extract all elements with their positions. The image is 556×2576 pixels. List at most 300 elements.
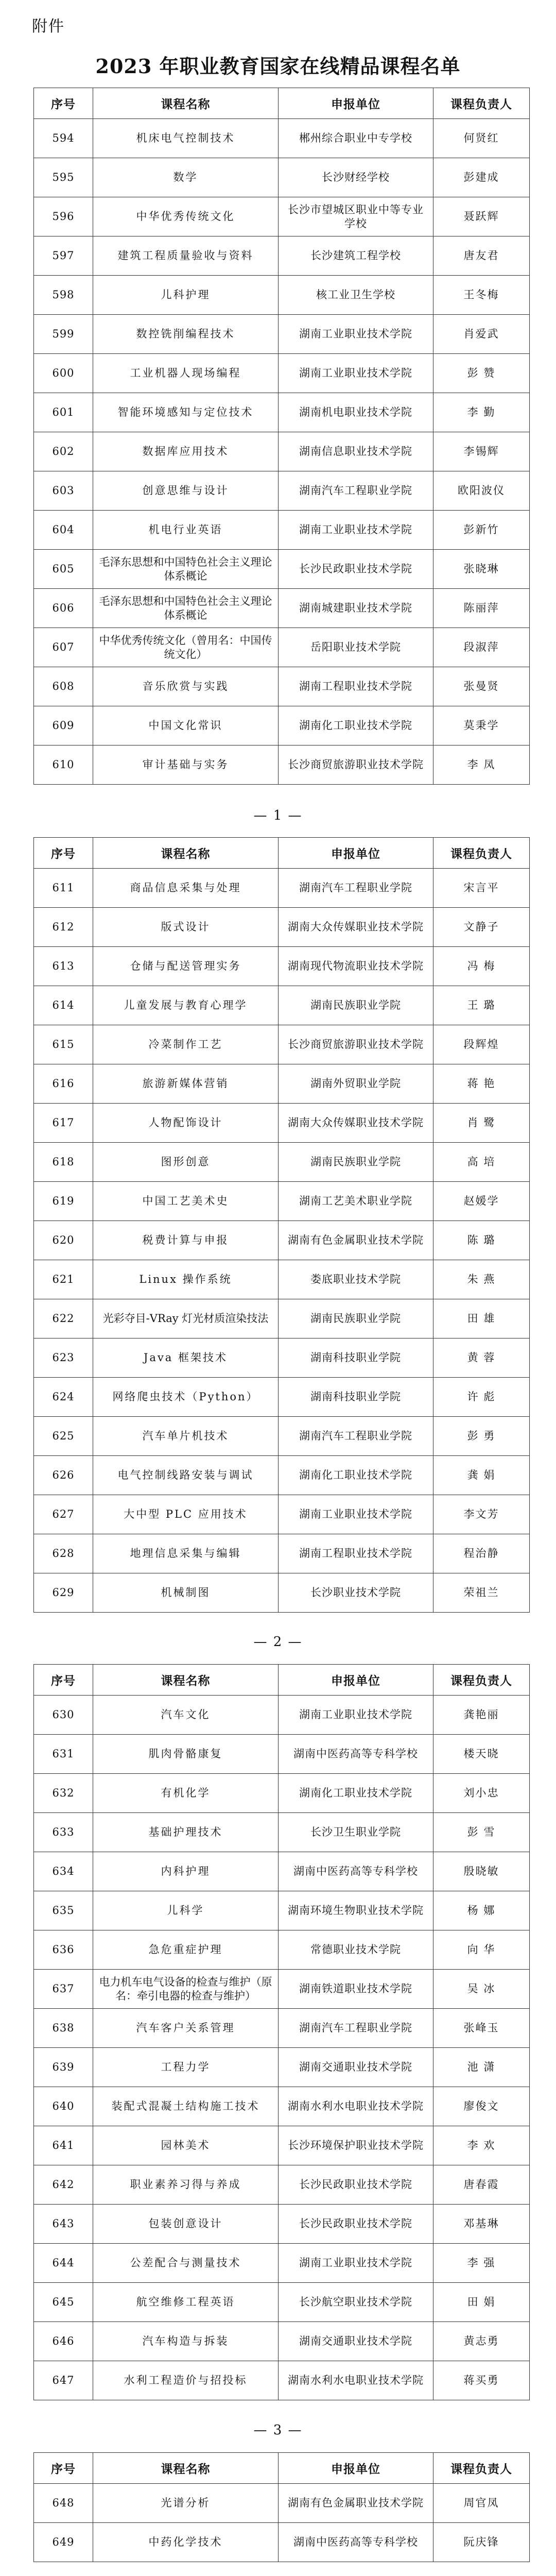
institution: 长沙环境保护职业技术学院 <box>279 2126 433 2165</box>
course-name: 建筑工程质量验收与资料 <box>93 236 279 276</box>
table-row <box>34 354 530 393</box>
institution: 常德职业技术学院 <box>279 1930 433 1970</box>
institution: 湖南中医药高等专科学校 <box>279 1735 433 1774</box>
course-lead: 冯 梅 <box>433 947 530 986</box>
course-lead: 何贤红 <box>433 119 530 158</box>
course-lead: 彭 勇 <box>433 1417 530 1456</box>
institution: 湖南环境生物职业技术学院 <box>279 1891 433 1930</box>
row-number: 604 <box>34 511 93 550</box>
institution: 湖南民族职业学院 <box>279 1299 433 1338</box>
table-header-row <box>34 1665 530 1696</box>
course-name: 光彩夺目-VRay 灯光材质渲染技法 <box>93 1299 279 1338</box>
institution: 湖南工业职业技术学院 <box>279 315 433 354</box>
header-number: 序号 <box>34 838 93 869</box>
row-number: 639 <box>34 2048 93 2087</box>
institution: 湖南铁道职业技术学院 <box>279 1970 433 2009</box>
header-course-name: 课程名称 <box>93 88 279 119</box>
row-number: 612 <box>34 908 93 947</box>
table-row <box>34 2009 530 2048</box>
row-number: 616 <box>34 1064 93 1104</box>
table-row <box>34 2087 530 2126</box>
course-lead: 蒋 艳 <box>433 1064 530 1104</box>
row-number: 596 <box>34 197 93 236</box>
table-row <box>34 706 530 745</box>
row-number: 611 <box>34 869 93 908</box>
table-row <box>34 276 530 315</box>
course-name: 有机化学 <box>93 1774 279 1813</box>
table-row <box>34 1930 530 1970</box>
course-lead: 李 凤 <box>433 745 530 785</box>
row-number: 605 <box>34 550 93 589</box>
table-row <box>34 1417 530 1456</box>
table-row <box>34 1338 530 1378</box>
table-row <box>34 628 530 667</box>
table-row <box>34 158 530 197</box>
course-lead: 李 勤 <box>433 393 530 432</box>
course-lead: 许 彪 <box>433 1378 530 1417</box>
header-course-name: 课程名称 <box>93 838 279 869</box>
table-row <box>34 119 530 158</box>
institution: 湖南工业职业技术学院 <box>279 1696 433 1735</box>
institution: 长沙商贸旅游职业技术学院 <box>279 1025 433 1064</box>
course-lead: 李 欢 <box>433 2126 530 2165</box>
institution: 湖南汽车工程职业学院 <box>279 869 433 908</box>
institution: 湖南工程职业技术学院 <box>279 667 433 706</box>
table-row <box>34 2283 530 2322</box>
course-name: 创意思维与设计 <box>93 471 279 511</box>
course-name: 音乐欣赏与实践 <box>93 667 279 706</box>
course-name: 冷菜制作工艺 <box>93 1025 279 1064</box>
table-row <box>34 1573 530 1613</box>
institution: 长沙建筑工程学校 <box>279 236 433 276</box>
row-number: 633 <box>34 1813 93 1852</box>
header-number: 序号 <box>34 2453 93 2484</box>
course-lead: 田 雄 <box>433 1299 530 1338</box>
course-lead: 唐友君 <box>433 236 530 276</box>
row-number: 649 <box>34 2523 93 2562</box>
course-lead: 彭 赞 <box>433 354 530 393</box>
table-row <box>34 2484 530 2523</box>
institution: 湖南科技职业学院 <box>279 1378 433 1417</box>
course-table-page-4 <box>33 2452 530 2562</box>
row-number: 638 <box>34 2009 93 2048</box>
table-row <box>34 1891 530 1930</box>
row-number: 622 <box>34 1299 93 1338</box>
course-lead: 段辉煌 <box>433 1025 530 1064</box>
attachment-label: 附件 <box>32 18 65 36</box>
course-table-page-3 <box>33 1664 530 2400</box>
table-row <box>34 471 530 511</box>
table-header-row <box>34 2453 530 2484</box>
row-number: 635 <box>34 1891 93 1930</box>
course-lead: 龚艳丽 <box>433 1696 530 1735</box>
header-course-lead: 课程负责人 <box>433 2453 530 2484</box>
course-lead: 黄 蓉 <box>433 1338 530 1378</box>
course-name: 毛泽东思想和中国特色社会主义理论体系概论 <box>93 589 279 628</box>
course-lead: 池 潇 <box>433 2048 530 2087</box>
course-lead: 段淑萍 <box>433 628 530 667</box>
table-header-row <box>34 88 530 119</box>
course-name: 儿科学 <box>93 1891 279 1930</box>
course-name: 人物配饰设计 <box>93 1104 279 1143</box>
institution: 长沙卫生职业学院 <box>279 1813 433 1852</box>
course-lead: 肖 鹭 <box>433 1104 530 1143</box>
row-number: 615 <box>34 1025 93 1064</box>
institution: 湖南机电职业技术学院 <box>279 393 433 432</box>
course-lead: 彭建成 <box>433 158 530 197</box>
course-lead: 李文芳 <box>433 1495 530 1534</box>
course-name: 版式设计 <box>93 908 279 947</box>
course-name: 网络爬虫技术（Python） <box>93 1378 279 1417</box>
course-table-page-2 <box>33 837 530 1613</box>
course-name: 机电行业英语 <box>93 511 279 550</box>
institution: 湖南外贸职业学院 <box>279 1064 433 1104</box>
institution: 湖南工业职业技术学院 <box>279 1495 433 1534</box>
course-lead: 张曼贤 <box>433 667 530 706</box>
table-row <box>34 1696 530 1735</box>
row-number: 631 <box>34 1735 93 1774</box>
course-table-page-1 <box>33 88 530 785</box>
table-row <box>34 908 530 947</box>
institution: 湖南科技职业学院 <box>279 1338 433 1378</box>
institution: 湖南工艺美术职业学院 <box>279 1182 433 1221</box>
institution: 湖南工业职业技术学院 <box>279 511 433 550</box>
row-number: 640 <box>34 2087 93 2126</box>
table-row <box>34 2205 530 2244</box>
course-name: 内科护理 <box>93 1852 279 1891</box>
table-row <box>34 1774 530 1813</box>
table-row <box>34 1813 530 1852</box>
row-number: 600 <box>34 354 93 393</box>
course-name: 航空维修工程英语 <box>93 2283 279 2322</box>
course-name: 税费计算与申报 <box>93 1221 279 1260</box>
table-row <box>34 2361 530 2400</box>
course-name: 数控铣削编程技术 <box>93 315 279 354</box>
course-lead: 向 华 <box>433 1930 530 1970</box>
institution: 湖南汽车工程职业学院 <box>279 2009 433 2048</box>
document-title: 2023 年职业教育国家在线精品课程名单 <box>95 55 461 78</box>
institution: 湖南交通职业技术学院 <box>279 2322 433 2361</box>
row-number: 594 <box>34 119 93 158</box>
header-number: 序号 <box>34 1665 93 1696</box>
course-lead: 阮庆锋 <box>433 2523 530 2562</box>
course-name: 旅游新媒体营销 <box>93 1064 279 1104</box>
header-institution: 申报单位 <box>279 2453 433 2484</box>
institution: 湖南汽车工程职业学院 <box>279 1417 433 1456</box>
institution: 湖南大众传媒职业技术学院 <box>279 908 433 947</box>
row-number: 597 <box>34 236 93 276</box>
institution: 湖南工业职业技术学院 <box>279 354 433 393</box>
course-lead: 聂跃辉 <box>433 197 530 236</box>
table-row <box>34 1064 530 1104</box>
course-name: 汽车单片机技术 <box>93 1417 279 1456</box>
row-number: 634 <box>34 1852 93 1891</box>
table-row <box>34 1025 530 1064</box>
institution: 湖南民族职业学院 <box>279 1143 433 1182</box>
institution: 湖南民族职业学院 <box>279 986 433 1025</box>
row-number: 619 <box>34 1182 93 1221</box>
row-number: 603 <box>34 471 93 511</box>
table-row <box>34 1182 530 1221</box>
course-name: 工程力学 <box>93 2048 279 2087</box>
row-number: 606 <box>34 589 93 628</box>
table-row <box>34 2244 530 2283</box>
course-lead: 王 璐 <box>433 986 530 1025</box>
course-name: Java 框架技术 <box>93 1338 279 1378</box>
table-row <box>34 197 530 236</box>
table-row <box>34 432 530 471</box>
institution: 长沙市望城区职业中等专业学校 <box>279 197 433 236</box>
course-name: 汽车客户关系管理 <box>93 2009 279 2048</box>
row-number: 618 <box>34 1143 93 1182</box>
row-number: 607 <box>34 628 93 667</box>
institution: 长沙商贸旅游职业技术学院 <box>279 745 433 785</box>
course-name: 中国文化常识 <box>93 706 279 745</box>
course-lead: 朱 燕 <box>433 1260 530 1299</box>
course-lead: 唐春霞 <box>433 2165 530 2205</box>
row-number: 641 <box>34 2126 93 2165</box>
course-lead: 高 培 <box>433 1143 530 1182</box>
institution: 湖南工业职业技术学院 <box>279 2244 433 2283</box>
course-name: 装配式混凝土结构施工技术 <box>93 2087 279 2126</box>
course-lead: 杨 娜 <box>433 1891 530 1930</box>
institution: 岳阳职业技术学院 <box>279 628 433 667</box>
course-lead: 龚 娟 <box>433 1456 530 1495</box>
course-name: 中华优秀传统文化 <box>93 197 279 236</box>
row-number: 647 <box>34 2361 93 2400</box>
table-row <box>34 1534 530 1573</box>
course-name: 中国工艺美术史 <box>93 1182 279 1221</box>
course-name: 电力机车电气设备的检查与维护（原名：牵引电器的检查与维护） <box>93 1970 279 2009</box>
institution: 湖南化工职业技术学院 <box>279 706 433 745</box>
institution: 湖南中医药高等专科学校 <box>279 2523 433 2562</box>
institution: 娄底职业技术学院 <box>279 1260 433 1299</box>
table-row <box>34 589 530 628</box>
course-name: 中药化学技术 <box>93 2523 279 2562</box>
table-row <box>34 1456 530 1495</box>
institution: 湖南水利水电职业技术学院 <box>279 2361 433 2400</box>
institution: 郴州综合职业中专学校 <box>279 119 433 158</box>
row-number: 645 <box>34 2283 93 2322</box>
course-lead: 张峰玉 <box>433 2009 530 2048</box>
table-row <box>34 869 530 908</box>
course-name: 仓储与配送管理实务 <box>93 947 279 986</box>
course-lead: 廖俊文 <box>433 2087 530 2126</box>
course-name: 园林美术 <box>93 2126 279 2165</box>
institution: 湖南交通职业技术学院 <box>279 2048 433 2087</box>
course-lead: 刘小忠 <box>433 1774 530 1813</box>
course-name: 机床电气控制技术 <box>93 119 279 158</box>
course-name: 地理信息采集与编辑 <box>93 1534 279 1573</box>
row-number: 608 <box>34 667 93 706</box>
institution: 湖南有色金属职业技术学院 <box>279 1221 433 1260</box>
table-row <box>34 550 530 589</box>
course-lead: 文静子 <box>433 908 530 947</box>
table-row <box>34 1852 530 1891</box>
header-number: 序号 <box>34 88 93 119</box>
course-lead: 田 娟 <box>433 2283 530 2322</box>
institution: 湖南工程职业技术学院 <box>279 1534 433 1573</box>
row-number: 601 <box>34 393 93 432</box>
institution: 长沙航空职业技术学院 <box>279 2283 433 2322</box>
course-name: 机械制图 <box>93 1573 279 1613</box>
row-number: 629 <box>34 1573 93 1613</box>
institution: 湖南汽车工程职业学院 <box>279 471 433 511</box>
row-number: 630 <box>34 1696 93 1735</box>
course-lead: 周官凤 <box>433 2484 530 2523</box>
row-number: 648 <box>34 2484 93 2523</box>
course-name: 肌肉骨骼康复 <box>93 1735 279 1774</box>
table-row <box>34 2048 530 2087</box>
course-name: 工业机器人现场编程 <box>93 354 279 393</box>
course-lead: 欧阳波仪 <box>433 471 530 511</box>
row-number: 644 <box>34 2244 93 2283</box>
row-number: 632 <box>34 1774 93 1813</box>
institution: 湖南现代物流职业技术学院 <box>279 947 433 986</box>
course-lead: 荣祖兰 <box>433 1573 530 1613</box>
row-number: 621 <box>34 1260 93 1299</box>
institution: 长沙财经学校 <box>279 158 433 197</box>
institution: 长沙职业技术学院 <box>279 1573 433 1613</box>
row-number: 624 <box>34 1378 93 1417</box>
header-institution: 申报单位 <box>279 1665 433 1696</box>
table-row <box>34 393 530 432</box>
table-row <box>34 236 530 276</box>
course-lead: 吴 冰 <box>433 1970 530 2009</box>
table-row <box>34 1735 530 1774</box>
table-header-row <box>34 838 530 869</box>
table-row <box>34 1260 530 1299</box>
row-number: 637 <box>34 1970 93 2009</box>
course-name: 急危重症护理 <box>93 1930 279 1970</box>
course-lead: 楼天晓 <box>433 1735 530 1774</box>
institution: 湖南中医药高等专科学校 <box>279 1852 433 1891</box>
course-name: 中华优秀传统文化（曾用名：中国传统文化） <box>93 628 279 667</box>
course-lead: 蒋买勇 <box>433 2361 530 2400</box>
row-number: 599 <box>34 315 93 354</box>
course-lead: 莫秉学 <box>433 706 530 745</box>
course-lead: 李 强 <box>433 2244 530 2283</box>
course-name: 毛泽东思想和中国特色社会主义理论体系概论 <box>93 550 279 589</box>
course-name: 审计基础与实务 <box>93 745 279 785</box>
header-course-lead: 课程负责人 <box>433 88 530 119</box>
row-number: 628 <box>34 1534 93 1573</box>
row-number: 620 <box>34 1221 93 1260</box>
page-number: — 3 — <box>253 2422 303 2438</box>
course-lead: 王冬梅 <box>433 276 530 315</box>
course-name: 基础护理技术 <box>93 1813 279 1852</box>
table-row <box>34 2165 530 2205</box>
course-name: 包装创意设计 <box>93 2205 279 2244</box>
course-name: 汽车构造与拆装 <box>93 2322 279 2361</box>
institution: 湖南水利水电职业技术学院 <box>279 2087 433 2126</box>
row-number: 613 <box>34 947 93 986</box>
table-row <box>34 1299 530 1338</box>
course-lead: 赵媛学 <box>433 1182 530 1221</box>
course-lead: 殷晓敏 <box>433 1852 530 1891</box>
course-lead: 陈 璐 <box>433 1221 530 1260</box>
row-number: 636 <box>34 1930 93 1970</box>
course-name: 大中型 PLC 应用技术 <box>93 1495 279 1534</box>
course-name: 电气控制线路安装与调试 <box>93 1456 279 1495</box>
course-lead: 陈丽萍 <box>433 589 530 628</box>
header-institution: 申报单位 <box>279 838 433 869</box>
course-lead: 宋言平 <box>433 869 530 908</box>
institution: 长沙民政职业技术学院 <box>279 2205 433 2244</box>
row-number: 643 <box>34 2205 93 2244</box>
row-number: 614 <box>34 986 93 1025</box>
header-course-name: 课程名称 <box>93 2453 279 2484</box>
table-row <box>34 986 530 1025</box>
institution: 湖南城建职业技术学院 <box>279 589 433 628</box>
course-name: 智能环境感知与定位技术 <box>93 393 279 432</box>
institution: 长沙民政职业技术学院 <box>279 2165 433 2205</box>
institution: 湖南大众传媒职业技术学院 <box>279 1104 433 1143</box>
course-name: 汽车文化 <box>93 1696 279 1735</box>
course-name: 儿童发展与教育心理学 <box>93 986 279 1025</box>
course-name: 儿科护理 <box>93 276 279 315</box>
row-number: 626 <box>34 1456 93 1495</box>
row-number: 602 <box>34 432 93 471</box>
course-name: 图形创意 <box>93 1143 279 1182</box>
row-number: 617 <box>34 1104 93 1143</box>
header-course-name: 课程名称 <box>93 1665 279 1696</box>
course-name: 公差配合与测量技术 <box>93 2244 279 2283</box>
table-row <box>34 2126 530 2165</box>
course-lead: 黄志勇 <box>433 2322 530 2361</box>
course-lead: 彭 雪 <box>433 1813 530 1852</box>
header-institution: 申报单位 <box>279 88 433 119</box>
course-lead: 邓基琳 <box>433 2205 530 2244</box>
institution: 湖南有色金属职业技术学院 <box>279 2484 433 2523</box>
table-row <box>34 1221 530 1260</box>
institution: 湖南信息职业技术学院 <box>279 432 433 471</box>
institution: 长沙民政职业技术学院 <box>279 550 433 589</box>
course-lead: 彭新竹 <box>433 511 530 550</box>
table-row <box>34 2523 530 2562</box>
page-number: — 2 — <box>253 1634 303 1650</box>
row-number: 646 <box>34 2322 93 2361</box>
table-row <box>34 1143 530 1182</box>
row-number: 625 <box>34 1417 93 1456</box>
table-row <box>34 947 530 986</box>
course-name: 水利工程造价与招投标 <box>93 2361 279 2400</box>
course-lead: 李锡辉 <box>433 432 530 471</box>
header-course-lead: 课程负责人 <box>433 1665 530 1696</box>
table-row <box>34 1378 530 1417</box>
row-number: 642 <box>34 2165 93 2205</box>
row-number: 598 <box>34 276 93 315</box>
table-row <box>34 511 530 550</box>
row-number: 609 <box>34 706 93 745</box>
table-row <box>34 1104 530 1143</box>
row-number: 595 <box>34 158 93 197</box>
course-lead: 肖爱武 <box>433 315 530 354</box>
row-number: 627 <box>34 1495 93 1534</box>
course-lead: 程治静 <box>433 1534 530 1573</box>
course-name: 商品信息采集与处理 <box>93 869 279 908</box>
course-name: 光谱分析 <box>93 2484 279 2523</box>
row-number: 623 <box>34 1338 93 1378</box>
institution: 湖南化工职业技术学院 <box>279 1774 433 1813</box>
institution: 湖南化工职业技术学院 <box>279 1456 433 1495</box>
course-name: 数学 <box>93 158 279 197</box>
table-row <box>34 745 530 785</box>
course-name: Linux 操作系统 <box>93 1260 279 1299</box>
row-number: 610 <box>34 745 93 785</box>
course-name: 职业素养习得与养成 <box>93 2165 279 2205</box>
table-row <box>34 667 530 706</box>
